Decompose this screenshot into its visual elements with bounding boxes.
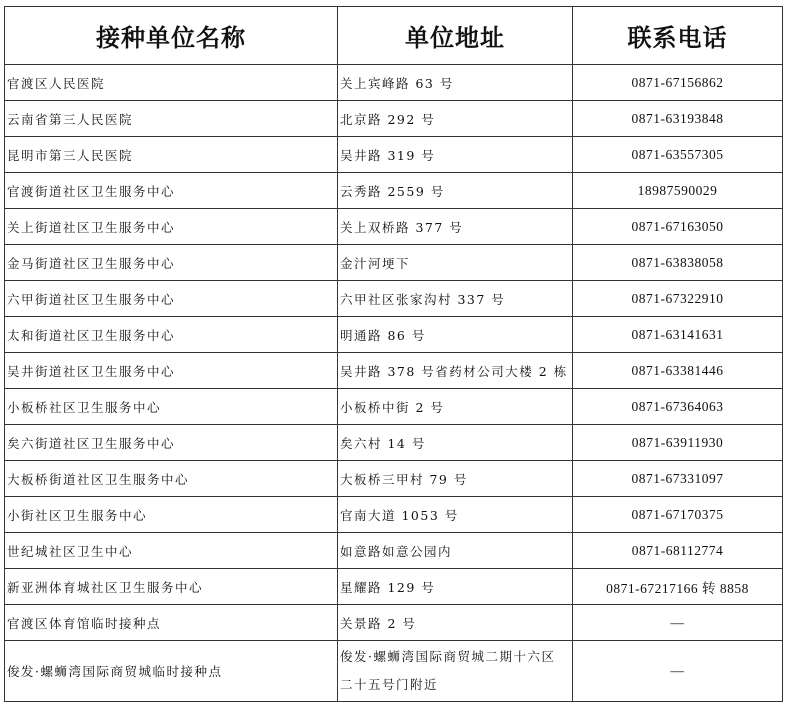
- site-name-cell: 俊发·螺蛳湾国际商贸城临时接种点: [5, 641, 338, 702]
- site-address-cell: 关上双桥路 377 号: [338, 209, 573, 245]
- site-name-cell: 六甲街道社区卫生服务中心: [5, 281, 338, 317]
- site-name-cell: 小板桥社区卫生服务中心: [5, 389, 338, 425]
- site-phone-cell: 0871-63557305: [573, 137, 783, 173]
- table-row: [5, 317, 783, 353]
- site-name-cell: 官渡区体育馆临时接种点: [5, 605, 338, 641]
- site-address-cell: 关上宾峰路 63 号: [338, 65, 573, 101]
- site-address-cell: 矣六村 14 号: [338, 425, 573, 461]
- site-name-cell: 矣六街道社区卫生服务中心: [5, 425, 338, 461]
- site-address-cell: 吴井路 319 号: [338, 137, 573, 173]
- site-name-cell: 官渡街道社区卫生服务中心: [5, 173, 338, 209]
- site-phone-cell: 0871-67163050: [573, 209, 783, 245]
- site-address-cell: 俊发·螺蛳湾国际商贸城二期十六区二十五号门附近: [338, 641, 573, 702]
- site-name-cell: 金马街道社区卫生服务中心: [5, 245, 338, 281]
- site-address-cell: 六甲社区张家沟村 337 号: [338, 281, 573, 317]
- vaccination-sites-table: [4, 6, 783, 702]
- header-site-address: 单位地址: [338, 7, 573, 65]
- site-name-cell: 吴井街道社区卫生服务中心: [5, 353, 338, 389]
- site-phone-cell: —: [573, 641, 783, 702]
- table-row: [5, 137, 783, 173]
- site-phone-cell: 0871-67170375: [573, 497, 783, 533]
- site-phone-cell: 0871-67364063: [573, 389, 783, 425]
- site-address-cell: 金汁河埂下: [338, 245, 573, 281]
- table-row: [5, 389, 783, 425]
- table-row: [5, 569, 783, 605]
- site-name-cell: 昆明市第三人民医院: [5, 137, 338, 173]
- site-name-cell: 关上街道社区卫生服务中心: [5, 209, 338, 245]
- table-row: [5, 425, 783, 461]
- site-phone-cell: 0871-63193848: [573, 101, 783, 137]
- site-name-cell: 大板桥街道社区卫生服务中心: [5, 461, 338, 497]
- site-name-cell: 官渡区人民医院: [5, 65, 338, 101]
- site-phone-cell: 0871-67322910: [573, 281, 783, 317]
- site-address-cell: 关景路 2 号: [338, 605, 573, 641]
- table-row: [5, 353, 783, 389]
- header-contact-phone: 联系电话: [573, 7, 783, 65]
- site-name-cell: 世纪城社区卫生中心: [5, 533, 338, 569]
- site-address-cell: 大板桥三甲村 79 号: [338, 461, 573, 497]
- site-address-cell: 北京路 292 号: [338, 101, 573, 137]
- table-header-row: [5, 7, 783, 65]
- site-address-cell: 如意路如意公园内: [338, 533, 573, 569]
- table-row: [5, 65, 783, 101]
- site-name-cell: 小街社区卫生服务中心: [5, 497, 338, 533]
- site-name-cell: 太和街道社区卫生服务中心: [5, 317, 338, 353]
- table-row: [5, 245, 783, 281]
- site-phone-cell: 0871-68112774: [573, 533, 783, 569]
- site-phone-cell: 18987590029: [573, 173, 783, 209]
- site-address-cell: 明通路 86 号: [338, 317, 573, 353]
- site-phone-cell: 0871-63381446: [573, 353, 783, 389]
- table-row: [5, 101, 783, 137]
- vaccination-sites-table-container: [4, 6, 782, 706]
- site-address-cell: 云秀路 2559 号: [338, 173, 573, 209]
- table-row: [5, 605, 783, 641]
- site-name-cell: 云南省第三人民医院: [5, 101, 338, 137]
- site-address-cell: 官南大道 1053 号: [338, 497, 573, 533]
- site-address-cell: 小板桥中街 2 号: [338, 389, 573, 425]
- site-phone-cell: —: [573, 605, 783, 641]
- site-address-cell: 星耀路 129 号: [338, 569, 573, 605]
- site-name-cell: 新亚洲体育城社区卫生服务中心: [5, 569, 338, 605]
- site-phone-cell: 0871-67217166 转 8858: [573, 569, 783, 605]
- site-phone-cell: 0871-67156862: [573, 65, 783, 101]
- table-row: [5, 209, 783, 245]
- table-row: [5, 173, 783, 209]
- table-row: [5, 641, 783, 702]
- table-row: [5, 497, 783, 533]
- header-site-name: 接种单位名称: [5, 7, 338, 65]
- table-row: [5, 461, 783, 497]
- site-phone-cell: 0871-63911930: [573, 425, 783, 461]
- table-row: [5, 533, 783, 569]
- site-phone-cell: 0871-63141631: [573, 317, 783, 353]
- site-phone-cell: 0871-67331097: [573, 461, 783, 497]
- site-phone-cell: 0871-63838058: [573, 245, 783, 281]
- table-row: [5, 281, 783, 317]
- site-address-cell: 吴井路 378 号省药材公司大楼 2 栋: [338, 353, 573, 389]
